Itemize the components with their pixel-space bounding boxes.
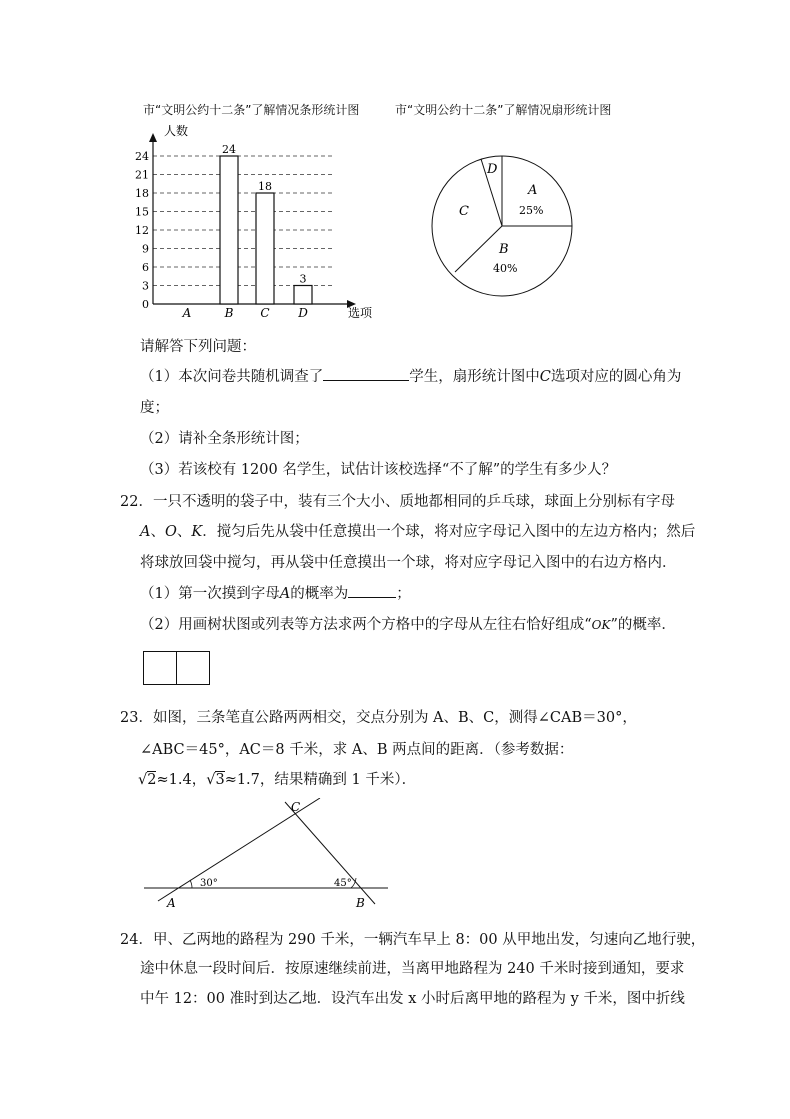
q22-part2	[140, 613, 676, 634]
bar-value-label: 18	[258, 180, 272, 193]
bar-grid	[153, 156, 335, 286]
q22-part1-c: 的概率为	[290, 586, 349, 602]
grid-box-divider	[176, 652, 177, 684]
letter-a: A	[140, 524, 151, 540]
sqrt-3: 3	[215, 772, 225, 788]
q23-line1: 23．如图，三条笔直公路两两相交，交点分别为 A、B、C，测得∠CAB＝30°，	[120, 710, 637, 726]
x-category-label: D	[298, 306, 308, 320]
pie-label-c: C	[459, 204, 469, 219]
grid-boxes	[143, 651, 210, 685]
answer-blank	[348, 596, 396, 598]
q21-part2: （2）请补全条形统计图；	[140, 431, 309, 447]
q22-part1-letter: A	[279, 586, 291, 602]
x-category-labels	[182, 306, 309, 320]
pie-label-d: D	[487, 162, 498, 177]
letter-k: K	[191, 524, 203, 540]
sqrt-2: 2	[147, 772, 157, 788]
bar-value-label: 24	[222, 143, 236, 156]
pie-label-a: A	[528, 183, 538, 198]
pie-percent-a: 25%	[519, 204, 544, 217]
q22-line3: 将球放回袋中搅匀，再从袋中任意摸出一个球，将对应字母记入图中的右边方格内．	[140, 555, 677, 571]
bar-chart-title: 市“文明公约十二条”了解情况条形统计图	[143, 103, 360, 117]
bar-value-label: 3	[299, 272, 307, 286]
q22-line2-rest: ．搅匀后先从袋中任意摸出一个球，将对应字母记入图中的左边方格内；然后	[202, 524, 696, 540]
x-axis-label: 选项	[348, 306, 373, 320]
q22-line1: 22．一只不透明的袋子中，装有三个大小、质地都相同的乒乓球，球面上分别标有字母	[120, 494, 675, 510]
q21-part1-b: 学生，扇形统计图中	[409, 369, 540, 385]
sqrt-symbol: √	[138, 772, 148, 788]
q22-part1-a: （1）第一次摸到字母	[140, 586, 280, 602]
bar-b	[220, 156, 238, 304]
q22-part2-ok: OK	[591, 618, 611, 632]
q21-part3: （3）若该校有 1200 名学生，试估计该校选择“不了解”的学生有多少人？	[140, 462, 617, 478]
q22-part2-c: ”的概率．	[610, 617, 676, 633]
q23-line3-b: ≈1.4，	[156, 772, 207, 788]
y-tick-label: 3	[142, 279, 149, 293]
q21-part1-c: C	[539, 369, 551, 385]
angle-b-label: 45°	[334, 878, 352, 889]
x-category-label: A	[182, 306, 192, 320]
q22-line2	[140, 520, 695, 541]
pie-chart-title: 市“文明公约十二条”了解情况扇形统计图	[395, 103, 612, 117]
q22-part2-a: （2）用画树状图或列表等方法求两个方格中的字母从左往右恰好组成“	[140, 617, 592, 633]
q21-part1-d: 选项对应的圆心角为	[550, 369, 682, 385]
q21-part1	[140, 365, 681, 386]
y-tick-label: 24	[135, 150, 149, 163]
y-tick-labels	[135, 150, 149, 293]
bar-c	[256, 193, 274, 304]
q24-line1: 24．甲、乙两地的路程为 290 千米，一辆汽车早上 8：00 从甲地出发，匀速向乙地行驶，	[120, 932, 706, 948]
y-axis-arrow	[149, 133, 157, 142]
q21-part1-end: 度；	[140, 400, 169, 416]
q22-part1-d: ；	[396, 586, 411, 602]
q23-line3	[138, 768, 416, 789]
y-tick-label: 6	[142, 261, 149, 274]
y-tick-label: 12	[135, 224, 149, 237]
bar-d	[294, 286, 312, 305]
x-category-label: C	[260, 306, 270, 320]
y-tick-label: 18	[135, 187, 149, 200]
sqrt-symbol: √	[206, 772, 216, 788]
pie-percent-b: 40%	[493, 262, 518, 275]
y-tick-label: 21	[135, 168, 149, 182]
letter-o: O	[164, 524, 177, 540]
q21-part1-a: （1）本次问卷共随机调查了	[140, 369, 324, 385]
q23-line3-d: ≈1.7，结果精确到 1 千米）．	[224, 772, 417, 788]
angle-a-label: 30°	[200, 878, 218, 889]
q24-line3: 中午 12：00 准时到达乙地．设汽车出发 x 小时后离甲地的路程为 y 千米，图中折线	[140, 991, 685, 1007]
triangle-figure	[140, 798, 400, 910]
bars	[220, 143, 312, 304]
road-bc	[285, 802, 375, 904]
angle-arc-a	[190, 880, 192, 888]
y-origin-label: 0	[142, 298, 149, 311]
point-a-label: A	[167, 896, 176, 910]
pie-chart	[425, 148, 585, 308]
y-tick-label: 15	[135, 205, 149, 219]
sep-2: 、	[176, 524, 192, 540]
point-b-label: B	[356, 896, 365, 910]
y-tick-label: 9	[142, 242, 149, 256]
sep-1: 、	[150, 524, 165, 540]
q21-intro: 请解答下列问题：	[140, 339, 256, 355]
pie-label-b: B	[499, 242, 509, 257]
point-c-label: C	[291, 800, 301, 814]
q23-line2: ∠ABC＝45°，AC＝8 千米，求 A、B 两点间的距离．（参考数据：	[140, 742, 574, 758]
bar-chart	[135, 120, 385, 330]
answer-blank	[323, 379, 409, 381]
x-category-label: B	[224, 306, 234, 320]
q22-part1	[140, 582, 411, 603]
q24-line2: 途中休息一段时间后．按原速继续前进，当离甲地路程为 240 千米时接到通知，要求	[140, 961, 685, 977]
y-axis-label: 人数	[164, 124, 189, 138]
